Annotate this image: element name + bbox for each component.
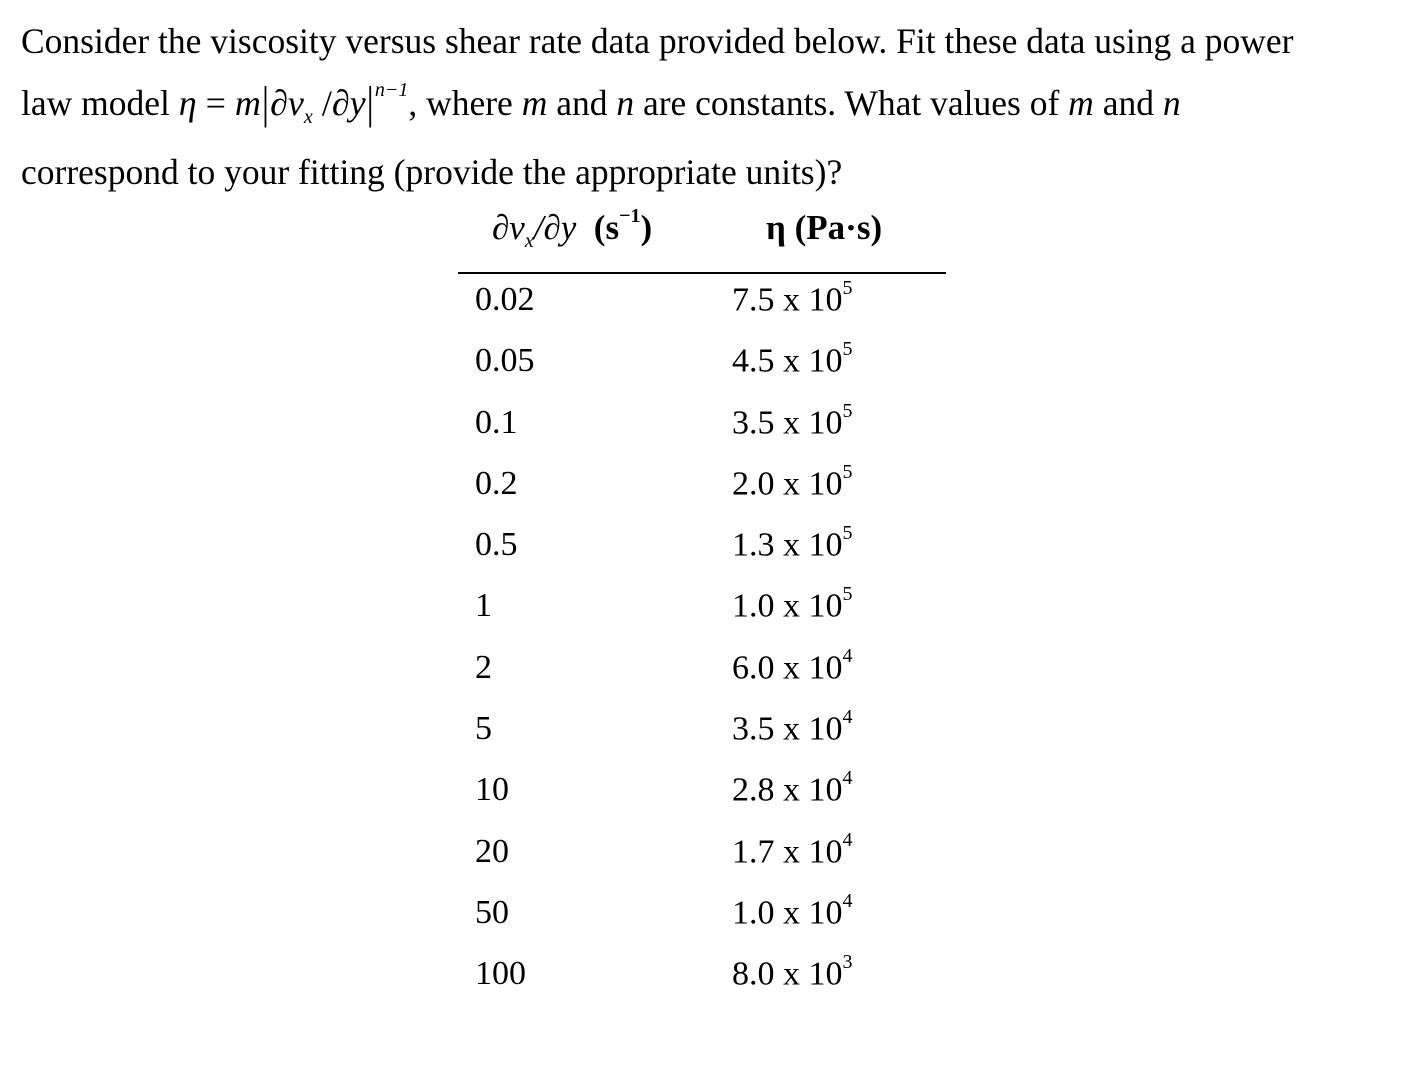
table-row [458, 764, 946, 825]
viscosity-exponent: 4 [842, 767, 853, 790]
viscosity-cell [732, 644, 853, 687]
viscosity-exponent: 5 [842, 522, 853, 545]
data-table [458, 200, 946, 1010]
line2-mid-4: and [1093, 83, 1163, 123]
table-row [458, 580, 946, 641]
viscosity-cell [732, 951, 853, 993]
viscosity-exponent: 4 [842, 889, 853, 912]
header-x-rest: /∂y [533, 208, 577, 247]
eq-denominator: ∂y [331, 83, 366, 123]
table-row [458, 458, 946, 519]
viscosity-cell [732, 399, 853, 442]
header-x-math: ∂v [492, 208, 525, 247]
eq-slash: / [312, 83, 332, 123]
header-shear-rate [492, 205, 653, 253]
table-row [458, 826, 946, 887]
shear-rate-cell: 10 [475, 771, 509, 809]
table-row [458, 887, 946, 948]
eq-eta: η [178, 83, 197, 123]
table-row [458, 642, 946, 703]
eq-sub-x: x [303, 106, 313, 129]
shear-rate-cell: 20 [475, 832, 509, 870]
header-x-unit-exp: −1 [619, 205, 641, 228]
shear-rate-cell: 1 [475, 587, 492, 625]
viscosity-cell [732, 277, 853, 319]
viscosity-mantissa: 2.0 x 10 [732, 465, 843, 503]
viscosity-exponent: 3 [842, 951, 853, 974]
var-m-2: m [1068, 83, 1094, 123]
shear-rate-cell: 0.1 [475, 403, 518, 441]
power-law-equation [178, 77, 409, 129]
viscosity-exponent: 5 [842, 460, 853, 483]
question-text [21, 14, 1401, 200]
viscosity-cell [732, 889, 853, 932]
viscosity-exponent: 5 [842, 583, 853, 606]
shear-rate-cell: 2 [475, 648, 492, 686]
shear-rate-cell: 0.05 [475, 342, 535, 380]
shear-rate-cell: 100 [475, 955, 526, 993]
viscosity-mantissa: 8.0 x 10 [732, 955, 843, 993]
eq-numerator: ∂v [270, 83, 304, 123]
table-row [458, 397, 946, 458]
viscosity-cell [732, 338, 853, 380]
viscosity-cell [732, 767, 853, 809]
var-m: m [521, 83, 548, 123]
viscosity-mantissa: 1.3 x 10 [732, 526, 843, 564]
eq-abs-left: | [261, 77, 270, 128]
var-n-2: n [1162, 83, 1181, 123]
viscosity-cell [732, 706, 853, 748]
question-line-1: Consider the viscosity versus shear rate data provided below. Fit these data using a power [21, 21, 1294, 61]
viscosity-exponent: 4 [842, 706, 853, 729]
line2-prefix: law model [21, 83, 179, 123]
header-x-sub: x [524, 230, 534, 252]
viscosity-cell [732, 522, 853, 564]
shear-rate-cell: 50 [475, 893, 509, 931]
viscosity-mantissa: 3.5 x 10 [732, 710, 843, 748]
viscosity-exponent: 4 [842, 828, 853, 851]
eq-m: m [234, 83, 261, 123]
question-line-3: correspond to your fitting (provide the appropriate units)? [21, 152, 843, 193]
viscosity-exponent: 5 [842, 277, 853, 299]
viscosity-exponent: 4 [842, 644, 853, 667]
viscosity-mantissa: 3.5 x 10 [732, 403, 843, 441]
header-viscosity: η (Pa·s) [766, 208, 883, 247]
line2-mid-1: , where [408, 83, 522, 123]
viscosity-cell [732, 583, 853, 625]
table-row [458, 703, 946, 764]
table-body [458, 274, 946, 1010]
table-row [458, 335, 946, 396]
viscosity-cell [732, 460, 853, 503]
table-header [458, 200, 946, 274]
viscosity-mantissa: 1.0 x 10 [732, 587, 843, 625]
viscosity-mantissa: 2.8 x 10 [732, 771, 843, 809]
viscosity-mantissa: 1.7 x 10 [732, 833, 843, 870]
eq-exponent: n−1 [374, 79, 409, 101]
viscosity-mantissa: 1.0 x 10 [732, 894, 843, 932]
var-n: n [616, 83, 635, 123]
viscosity-cell [732, 828, 853, 871]
shear-rate-cell: 0.5 [475, 526, 518, 564]
question-line-2 [21, 69, 1401, 145]
viscosity-exponent: 5 [842, 399, 853, 422]
header-x-unit-open: (s [593, 208, 620, 247]
header-x-unit-close: ) [640, 208, 653, 247]
viscosity-mantissa: 4.5 x 10 [732, 342, 843, 380]
viscosity-mantissa: 7.5 x 10 [732, 281, 843, 319]
shear-rate-cell: 0.02 [475, 281, 535, 318]
eq-equals: = [196, 83, 235, 123]
line2-mid-2: and [547, 83, 617, 123]
viscosity-mantissa: 6.0 x 10 [732, 649, 843, 687]
table-row [458, 948, 946, 1009]
table-row [458, 519, 946, 580]
eq-abs-right: | [366, 77, 374, 128]
shear-rate-cell: 0.2 [475, 464, 518, 502]
viscosity-exponent: 5 [842, 338, 853, 361]
shear-rate-cell: 5 [475, 710, 492, 748]
line2-mid-3: are constants. What values of [634, 83, 1069, 123]
table-row [458, 274, 946, 335]
